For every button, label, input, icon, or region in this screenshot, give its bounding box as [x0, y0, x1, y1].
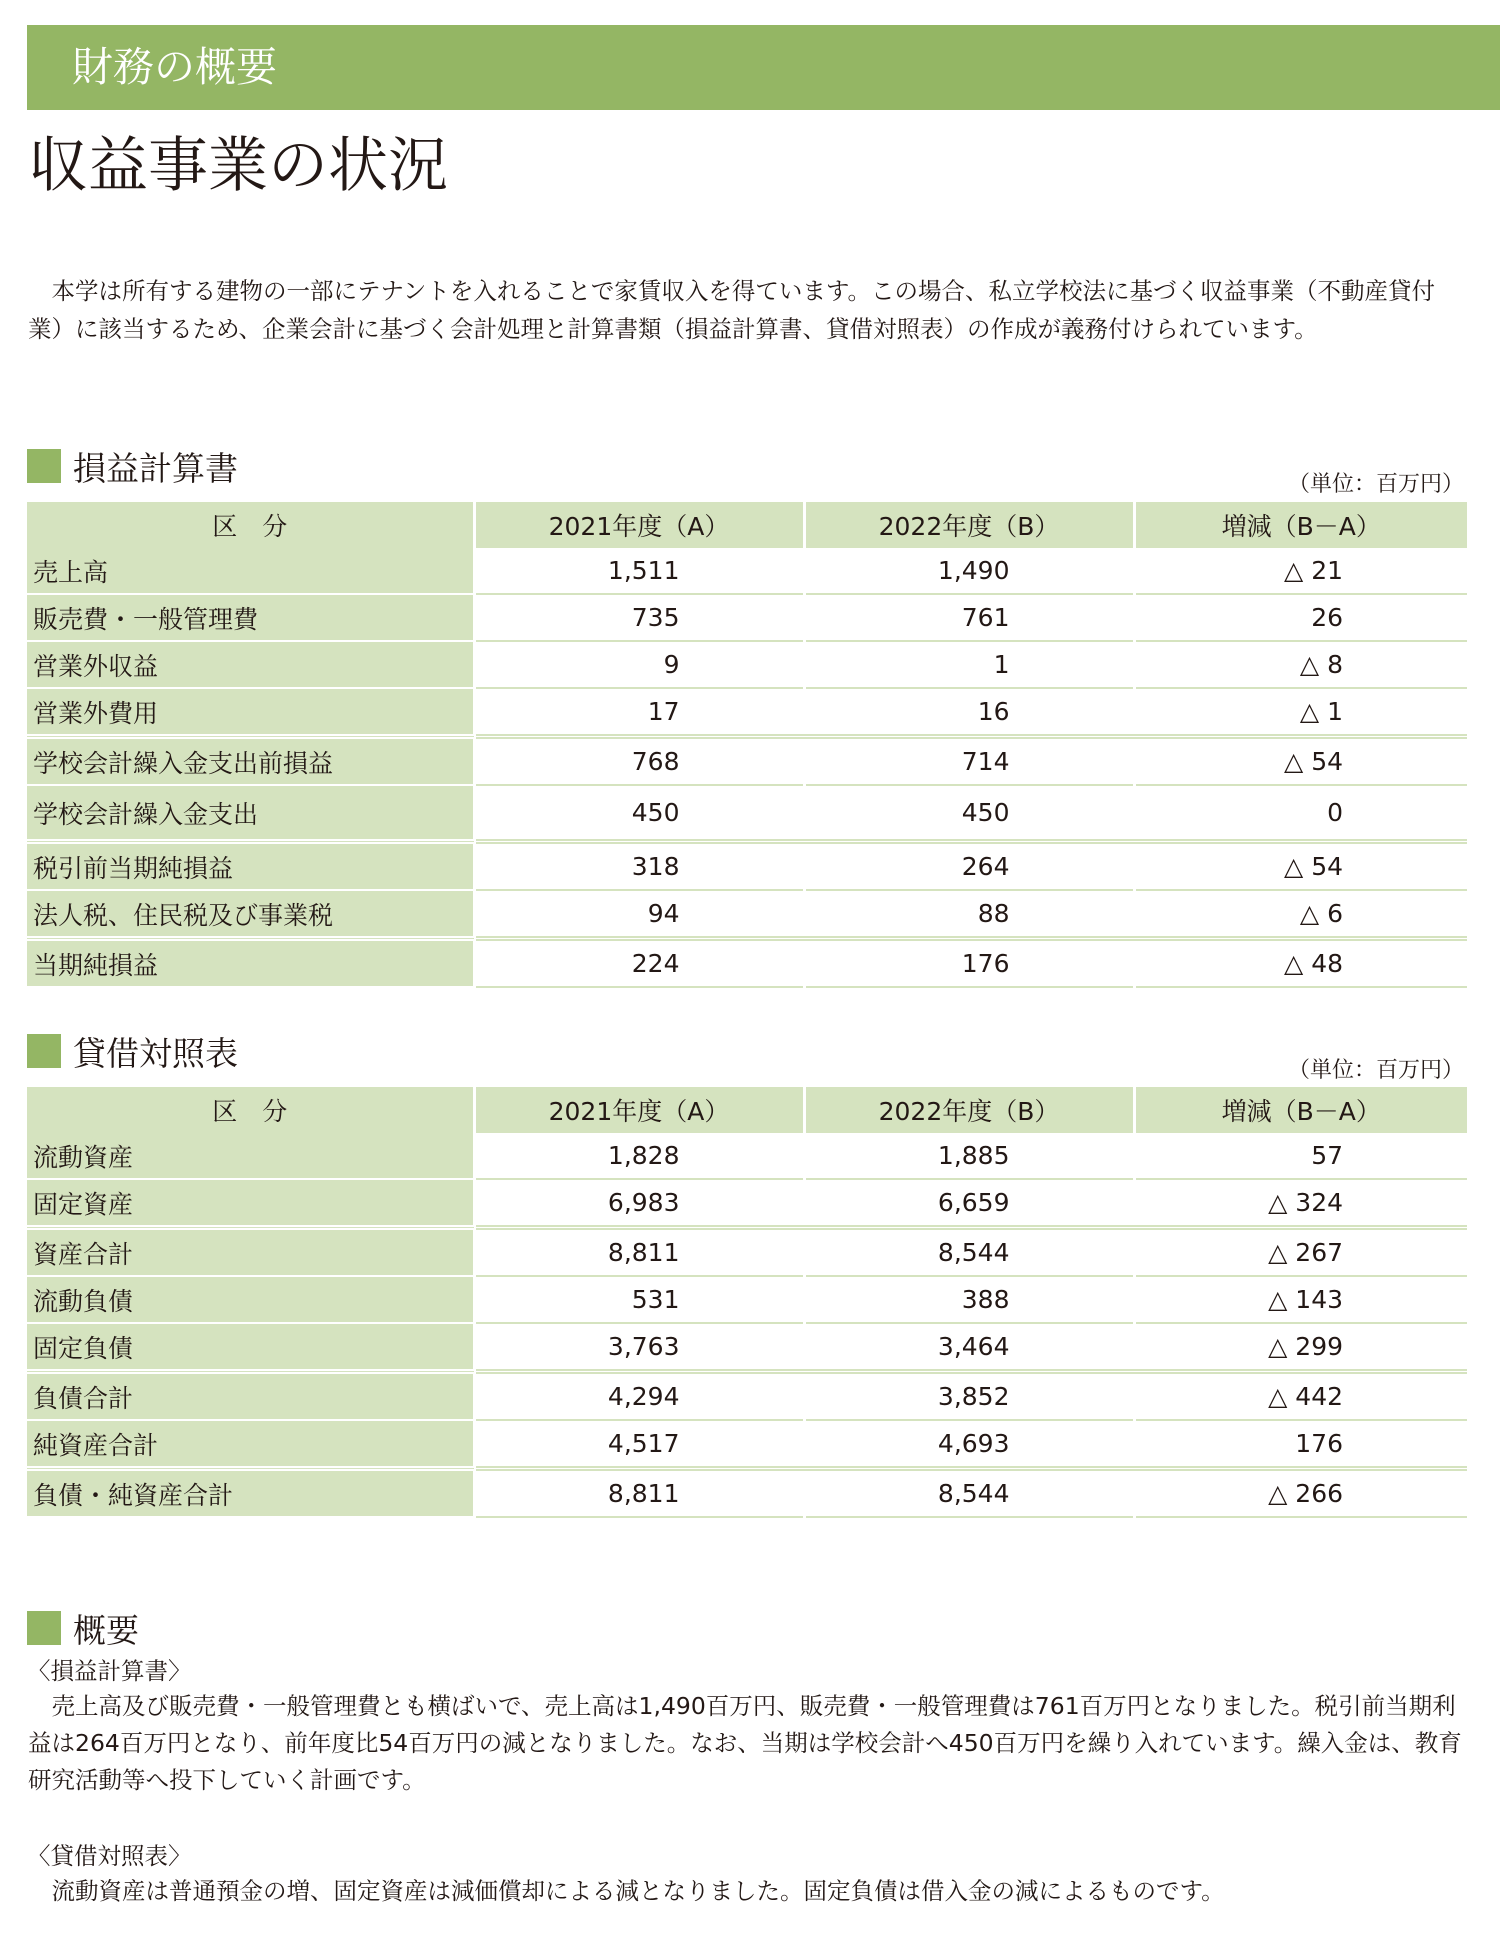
value-2022: 6,659 — [804, 1179, 1134, 1228]
column-header: 増減（B－A） — [1134, 1087, 1467, 1133]
column-header: 区 分 — [27, 502, 474, 548]
column-header: 増減（B－A） — [1134, 502, 1467, 548]
value-diff: △ 1 — [1134, 688, 1467, 737]
row-label: 税引前当期純損益 — [27, 842, 474, 891]
table-row — [27, 688, 1467, 737]
value-2021: 17 — [474, 688, 804, 737]
row-label: 営業外収益 — [27, 641, 474, 688]
value-2021: 94 — [474, 890, 804, 939]
balance-sheet-summary: 流動資産は普通預金の増、固定資産は減価償却による減となりました。固定負債は借入金の減によるものです。 — [51, 1877, 1225, 1905]
value-diff: △ 442 — [1134, 1372, 1467, 1421]
balance-sheet-title: 貸借対照表 — [73, 1033, 238, 1073]
value-2022: 1,490 — [804, 548, 1134, 594]
section-banner: 財務の概要 — [27, 25, 1500, 110]
row-label: 流動資産 — [27, 1133, 474, 1179]
balance-sheet-subheading: 〈貸借対照表〉 — [27, 1842, 192, 1870]
table-row — [27, 1276, 1467, 1323]
value-2022: 3,464 — [804, 1323, 1134, 1372]
column-header: 区 分 — [27, 1087, 474, 1133]
value-2021: 224 — [474, 939, 804, 988]
value-diff: △ 8 — [1134, 641, 1467, 688]
table-row — [27, 785, 1467, 842]
table-header-row — [27, 1087, 1467, 1133]
row-label: 固定資産 — [27, 1179, 474, 1228]
value-diff: △ 21 — [1134, 548, 1467, 594]
section-marker-icon — [27, 449, 61, 483]
table-header-row — [27, 502, 1467, 548]
table-row — [27, 548, 1467, 594]
value-2021: 8,811 — [474, 1228, 804, 1277]
balance-sheet-unit: （単位：百万円） — [1287, 1058, 1464, 1083]
income-statement-title: 損益計算書 — [73, 448, 238, 488]
income-statement-subheading: 〈損益計算書〉 — [27, 1657, 192, 1685]
value-diff: △ 54 — [1134, 842, 1467, 891]
value-2021: 4,294 — [474, 1372, 804, 1421]
summary-title: 概要 — [73, 1610, 139, 1650]
value-diff: △ 266 — [1134, 1469, 1467, 1518]
value-2021: 9 — [474, 641, 804, 688]
table-row — [27, 842, 1467, 891]
table-row — [27, 1323, 1467, 1372]
table-row — [27, 890, 1467, 939]
row-label: 学校会計繰入金支出 — [27, 785, 474, 842]
row-label: 固定負債 — [27, 1323, 474, 1372]
income-statement-summary: 売上高及び販売費・一般管理費とも横ばいで、売上高は1,490百万円、販売費・一般管理費は761百万円となりました。税引前当期利益は264百万円となり、前年度比54百万円の減となりました。なお、当期は学校会計へ450百万円を繰り入れています。繰入金は、教育研究活動等へ投下していく計画です。 — [28, 1692, 1462, 1794]
income-statement-table — [27, 502, 1467, 988]
page-title: 収益事業の状況 — [28, 131, 448, 201]
value-diff: △ 143 — [1134, 1276, 1467, 1323]
table-row — [27, 1420, 1467, 1469]
table-row — [27, 1133, 1467, 1179]
summary-heading — [27, 1610, 139, 1650]
value-diff: △ 48 — [1134, 939, 1467, 988]
column-header: 2022年度（B） — [804, 1087, 1134, 1133]
value-2022: 388 — [804, 1276, 1134, 1323]
value-diff: △ 6 — [1134, 890, 1467, 939]
value-diff: 26 — [1134, 594, 1467, 641]
value-2022: 8,544 — [804, 1469, 1134, 1518]
value-2022: 714 — [804, 737, 1134, 786]
value-2021: 768 — [474, 737, 804, 786]
table-row — [27, 594, 1467, 641]
table-row — [27, 1228, 1467, 1277]
value-2021: 8,811 — [474, 1469, 804, 1518]
table-row — [27, 641, 1467, 688]
value-2021: 450 — [474, 785, 804, 842]
value-2022: 264 — [804, 842, 1134, 891]
column-header: 2022年度（B） — [804, 502, 1134, 548]
value-2022: 761 — [804, 594, 1134, 641]
value-diff: △ 324 — [1134, 1179, 1467, 1228]
row-label: 法人税、住民税及び事業税 — [27, 890, 474, 939]
section-marker-icon — [27, 1611, 61, 1645]
row-label: 学校会計繰入金支出前損益 — [27, 737, 474, 786]
value-2021: 318 — [474, 842, 804, 891]
balance-sheet-table — [27, 1087, 1467, 1518]
value-2022: 450 — [804, 785, 1134, 842]
table-row — [27, 939, 1467, 988]
income-statement-heading — [27, 448, 238, 488]
value-2022: 176 — [804, 939, 1134, 988]
value-2022: 8,544 — [804, 1228, 1134, 1277]
value-diff: △ 267 — [1134, 1228, 1467, 1277]
row-label: 純資産合計 — [27, 1420, 474, 1469]
value-diff: 0 — [1134, 785, 1467, 842]
value-diff: 57 — [1134, 1133, 1467, 1179]
value-2022: 16 — [804, 688, 1134, 737]
intro-paragraph: 本学は所有する建物の一部にテナントを入れることで家賃収入を得ています。この場合、私立学校法に基づく収益事業（不動産貸付業）に該当するため、企業会計に基づく会計処理と計算書類（損益計算書、貸借対照表）の作成が義務付けられています。 — [28, 277, 1435, 343]
section-marker-icon — [27, 1034, 61, 1068]
value-2022: 4,693 — [804, 1420, 1134, 1469]
value-2022: 88 — [804, 890, 1134, 939]
value-2021: 1,828 — [474, 1133, 804, 1179]
value-diff: 176 — [1134, 1420, 1467, 1469]
value-2022: 3,852 — [804, 1372, 1134, 1421]
row-label: 負債・純資産合計 — [27, 1469, 474, 1518]
value-2021: 1,511 — [474, 548, 804, 594]
column-header: 2021年度（A） — [474, 1087, 804, 1133]
row-label: 資産合計 — [27, 1228, 474, 1277]
value-2022: 1 — [804, 641, 1134, 688]
row-label: 営業外費用 — [27, 688, 474, 737]
row-label: 当期純損益 — [27, 939, 474, 988]
row-label: 販売費・一般管理費 — [27, 594, 474, 641]
balance-sheet-heading — [27, 1033, 238, 1073]
table-row — [27, 737, 1467, 786]
row-label: 売上高 — [27, 548, 474, 594]
value-2021: 735 — [474, 594, 804, 641]
table-row — [27, 1469, 1467, 1518]
value-diff: △ 299 — [1134, 1323, 1467, 1372]
value-2021: 3,763 — [474, 1323, 804, 1372]
table-row — [27, 1372, 1467, 1421]
income-statement-unit: （単位：百万円） — [1287, 472, 1464, 497]
row-label: 負債合計 — [27, 1372, 474, 1421]
table-row — [27, 1179, 1467, 1228]
value-diff: △ 54 — [1134, 737, 1467, 786]
value-2021: 531 — [474, 1276, 804, 1323]
value-2022: 1,885 — [804, 1133, 1134, 1179]
row-label: 流動負債 — [27, 1276, 474, 1323]
column-header: 2021年度（A） — [474, 502, 804, 548]
value-2021: 6,983 — [474, 1179, 804, 1228]
value-2021: 4,517 — [474, 1420, 804, 1469]
